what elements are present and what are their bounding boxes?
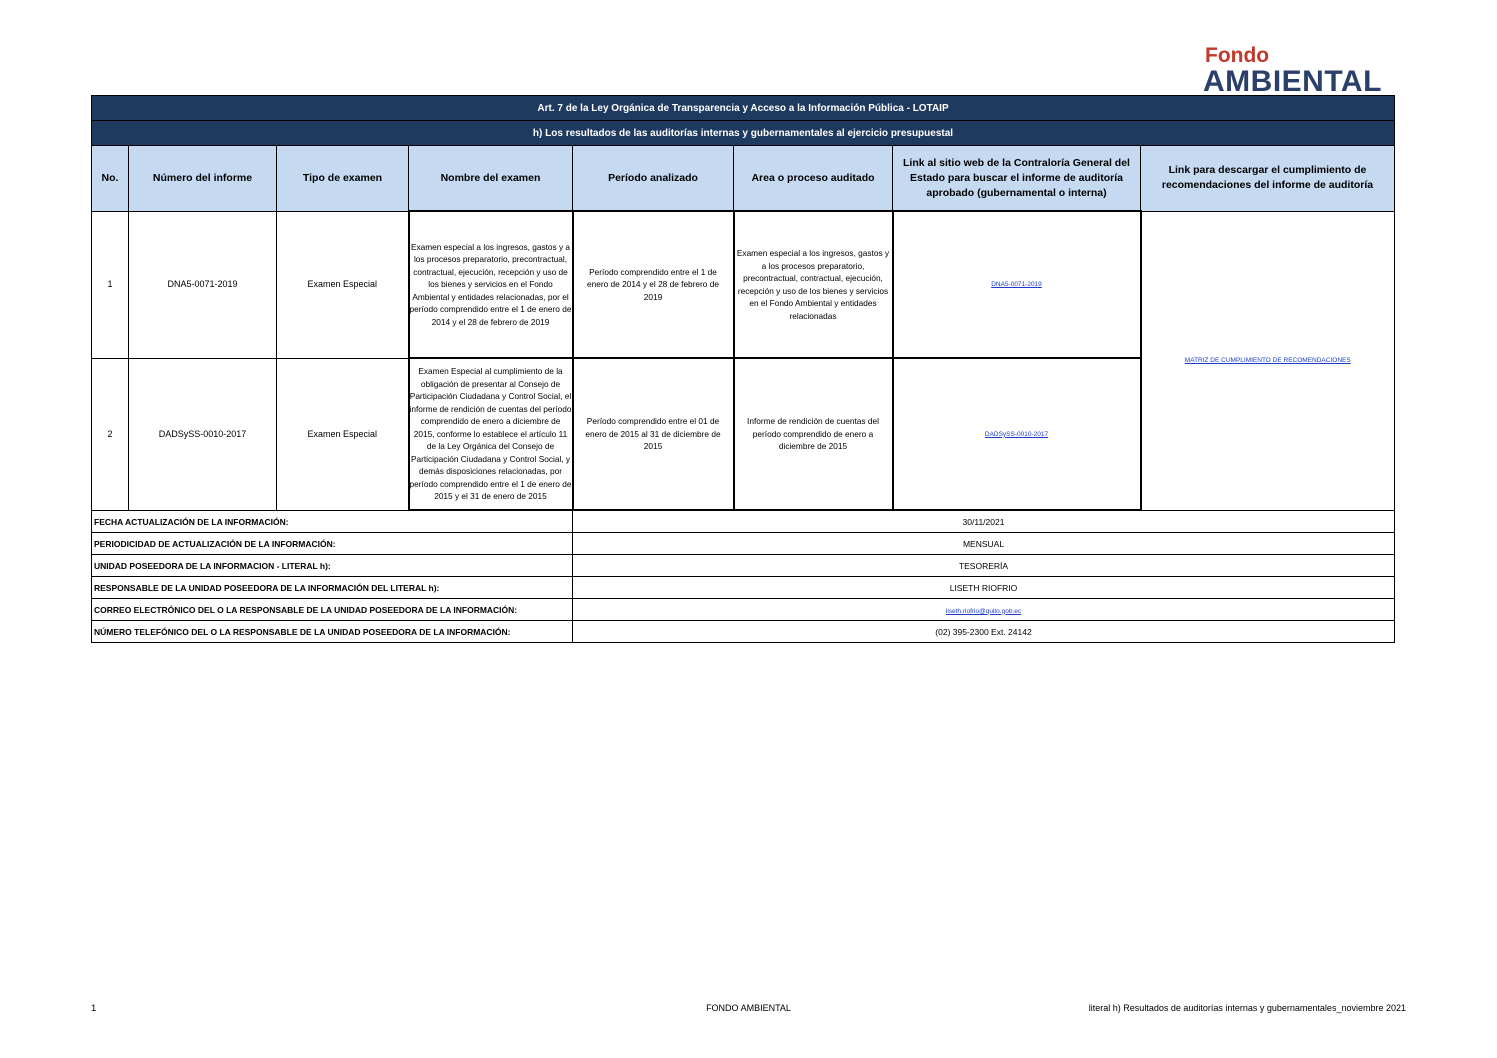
logo-line-2: AMBIENTAL bbox=[1203, 65, 1382, 96]
row-periodo: Período comprendido entre el 01 de enero de 2015 al 31 de diciembre de 2015 bbox=[573, 358, 734, 510]
page-number: 1 bbox=[91, 1003, 97, 1014]
informe-link[interactable]: DADSySS-0010-2017 bbox=[984, 430, 1049, 438]
info-row bbox=[92, 510, 1395, 533]
info-label: PERIODICIDAD DE ACTUALIZACIÓN DE LA INFORMACIÓN: bbox=[92, 533, 573, 555]
info-value: 30/11/2021 bbox=[573, 510, 1395, 533]
col-header-periodo: Período analizado bbox=[573, 146, 734, 212]
row-nombre: Examen Especial al cumplimiento de la obligación de presentar al Consejo de Participación Ciudadana y Control Social, el informe de rendición de cuentas del período comprendido de enero a diciembre de 2015, conforme lo establece el artículo 11 de la Ley Orgánica del Consejo de Participación Ciudadana y Control Social, y demás disposiciones relacionadas, por período comprendido entre el 1 de enero de 2015 y el 31 de enero de 2015 bbox=[409, 358, 573, 510]
col-header-link-descarga: Link para descargar el cumplimiento de recomendaciones del informe de auditoría bbox=[1141, 146, 1395, 212]
row-no: 1 bbox=[92, 211, 129, 358]
table-row bbox=[92, 211, 1395, 358]
row-tipo: Examen Especial bbox=[277, 358, 409, 510]
col-header-link-contraloria: Link al sitio web de la Contraloría General del Estado para buscar el informe de auditoría aprobado (gubernamental o interna) bbox=[893, 146, 1141, 212]
row-nombre: Examen especial a los ingresos, gastos y a los procesos preparatorio, precontractual, contractual, ejecución, recepción y uso de los bienes y servicios en el Fondo Ambiental y entidades relacionadas, por el período comprendido entre el 1 de enero de 2014 y el 28 de febrero de 2019 bbox=[409, 211, 573, 358]
info-label: CORREO ELECTRÓNICO DEL O LA RESPONSABLE DE LA UNIDAD POSEEDORA DE LA INFORMACIÓN: bbox=[92, 599, 573, 621]
col-header-no: No. bbox=[92, 146, 129, 212]
info-row bbox=[92, 621, 1395, 643]
info-label: UNIDAD POSEEDORA DE LA INFORMACION - LITERAL h): bbox=[92, 555, 573, 577]
row-numero: DADSySS-0010-2017 bbox=[129, 358, 277, 510]
info-row bbox=[92, 599, 1395, 621]
col-header-area: Area o proceso auditado bbox=[734, 146, 893, 212]
info-value: LISETH RIOFRIO bbox=[573, 577, 1395, 599]
info-value: MENSUAL bbox=[573, 533, 1395, 555]
lotaip-table bbox=[91, 95, 1395, 643]
row-periodo: Período comprendido entre el 1 de enero de 2014 y el 28 de febrero de 2019 bbox=[573, 211, 734, 358]
info-row bbox=[92, 555, 1395, 577]
info-row bbox=[92, 533, 1395, 555]
footer-right: literal h) Resultados de auditorías internas y gubernamentales_noviembre 2021 bbox=[1088, 1003, 1406, 1013]
info-label: NÚMERO TELEFÓNICO DEL O LA RESPONSABLE DE LA UNIDAD POSEEDORA DE LA INFORMACIÓN: bbox=[92, 621, 573, 643]
info-label: FECHA ACTUALIZACIÓN DE LA INFORMACIÓN: bbox=[92, 510, 573, 533]
table-title: Art. 7 de la Ley Orgánica de Transparencia y Acceso a la Información Pública - LOTAIP bbox=[92, 96, 1395, 121]
header-row bbox=[92, 146, 1395, 212]
row-area: Examen especial a los ingresos, gastos y a los procesos preparatorio, precontractual, contractual, ejecución, recepción y uso de los bienes y servicios en el Fondo Ambiental y entidades relacionadas bbox=[734, 211, 893, 358]
table-subtitle: h) Los resultados de las auditorías internas y gubernamentales al ejercicio presupuestal bbox=[92, 121, 1395, 146]
col-header-nombre: Nombre del examen bbox=[409, 146, 573, 212]
fondo-ambiental-logo bbox=[1195, 44, 1385, 96]
info-value: (02) 395-2300 Ext. 24142 bbox=[573, 621, 1395, 643]
informe-link[interactable]: DNA5-0071-2019 bbox=[991, 281, 1042, 289]
info-value: TESORERÍA bbox=[573, 555, 1395, 577]
col-header-tipo: Tipo de examen bbox=[277, 146, 409, 212]
footer-center: FONDO AMBIENTAL bbox=[706, 1003, 791, 1013]
logo-line-1: Fondo bbox=[1205, 44, 1270, 67]
col-header-numero: Número del informe bbox=[129, 146, 277, 212]
email-link[interactable]: liseth.riofrio@quito.gob.ec bbox=[945, 607, 1022, 615]
info-label: RESPONSABLE DE LA UNIDAD POSEEDORA DE LA INFORMACIÓN DEL LITERAL h): bbox=[92, 577, 573, 599]
matriz-cumplimiento-link[interactable]: MATRIZ DE CUMPLIMIENTO DE RECOMENDACIONES bbox=[1184, 357, 1351, 365]
row-numero: DNA5-0071-2019 bbox=[129, 211, 277, 358]
info-row bbox=[92, 577, 1395, 599]
row-no: 2 bbox=[92, 358, 129, 510]
row-area: Informe de rendición de cuentas del período comprendido de enero a diciembre de 2015 bbox=[734, 358, 893, 510]
row-tipo: Examen Especial bbox=[277, 211, 409, 358]
